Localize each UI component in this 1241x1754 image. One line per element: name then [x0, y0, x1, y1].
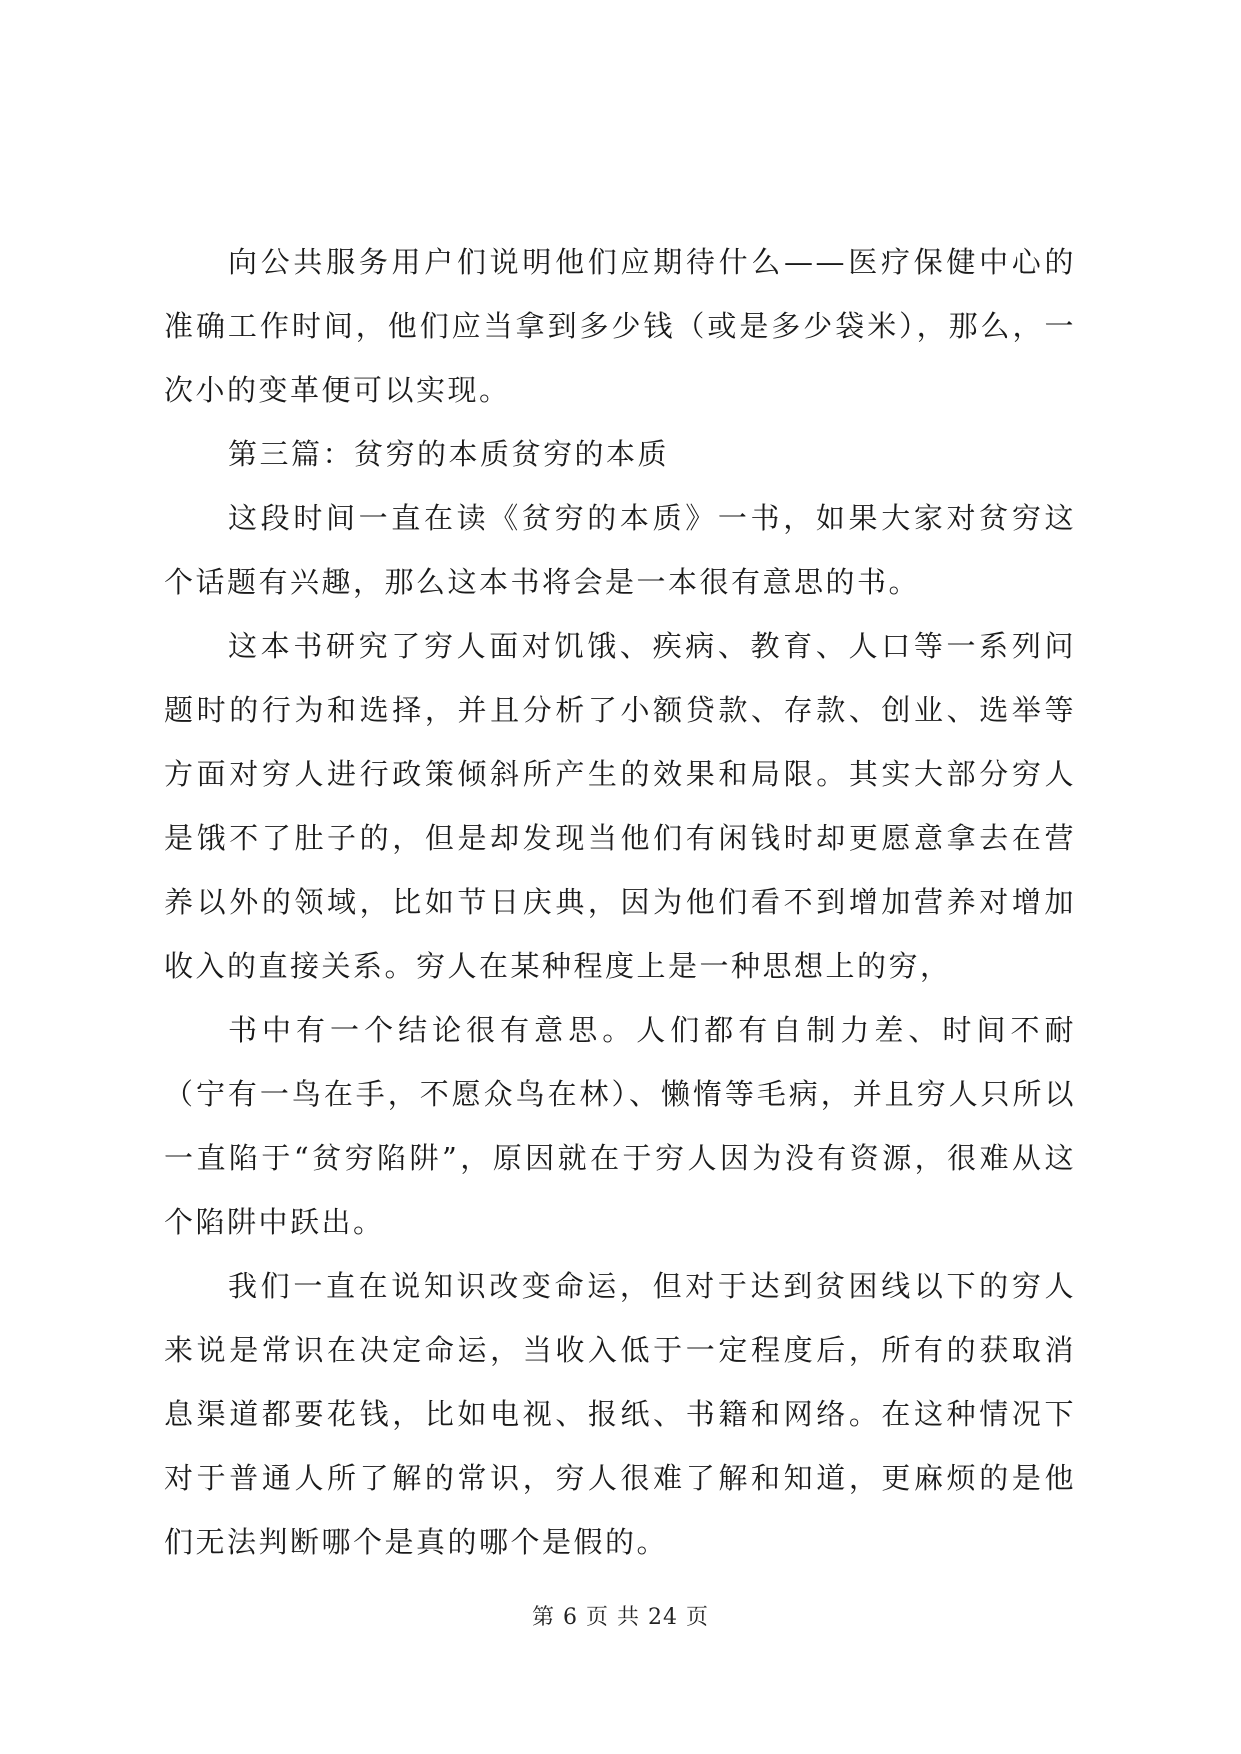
- page-number-footer: 第 6 页 共 24 页: [532, 1605, 709, 1630]
- paragraph-conclusion: 书中有一个结论很有意思。人们都有自制力差、时间不耐（宁有一鸟在手，不愿众鸟在林）、懒惰等毛病，并且穷人只所以一直陷于“贫穷陷阱”，原因就在于穷人因为没有资源，很难从这个陷阱中跃出。: [164, 1013, 1076, 1239]
- paragraph-knowledge-fate: 我们一直在说知识改变命运，但对于达到贫困线以下的穷人来说是常识在决定命运，当收入低于一定程度后，所有的获取消息渠道都要花钱，比如电视、报纸、书籍和网络。在这种情况下对于普通人所了解的常识，穷人很难了解和知道，更麻烦的是他们无法判断哪个是真的哪个是假的。: [164, 1269, 1076, 1559]
- paragraph-book-research: 这本书研究了穷人面对饥饿、疾病、教育、人口等一系列问题时的行为和选择，并且分析了小额贷款、存款、创业、选举等方面对穷人进行政策倾斜所产生的效果和局限。其实大部分穷人是饿不了肚子的，但是却发现当他们有闲钱时却更愿意拿去在营养以外的领域，比如节日庆典，因为他们看不到增加营养对增加收入的直接关系。穷人在某种程度上是一种思想上的穷，: [164, 629, 1076, 983]
- paragraph-public-service: 向公共服务用户们说明他们应期待什么——医疗保健中心的准确工作时间，他们应当拿到多少钱（或是多少袋米），那么，一次小的变革便可以实现。: [164, 245, 1076, 407]
- paragraph-reading-book: 这段时间一直在读《贫穷的本质》一书，如果大家对贫穷这个话题有兴趣，那么这本书将会是一本很有意思的书。: [164, 501, 1076, 599]
- document-body: [164, 230, 1076, 1574]
- section-heading: 第三篇：贫穷的本质贫穷的本质: [228, 437, 670, 471]
